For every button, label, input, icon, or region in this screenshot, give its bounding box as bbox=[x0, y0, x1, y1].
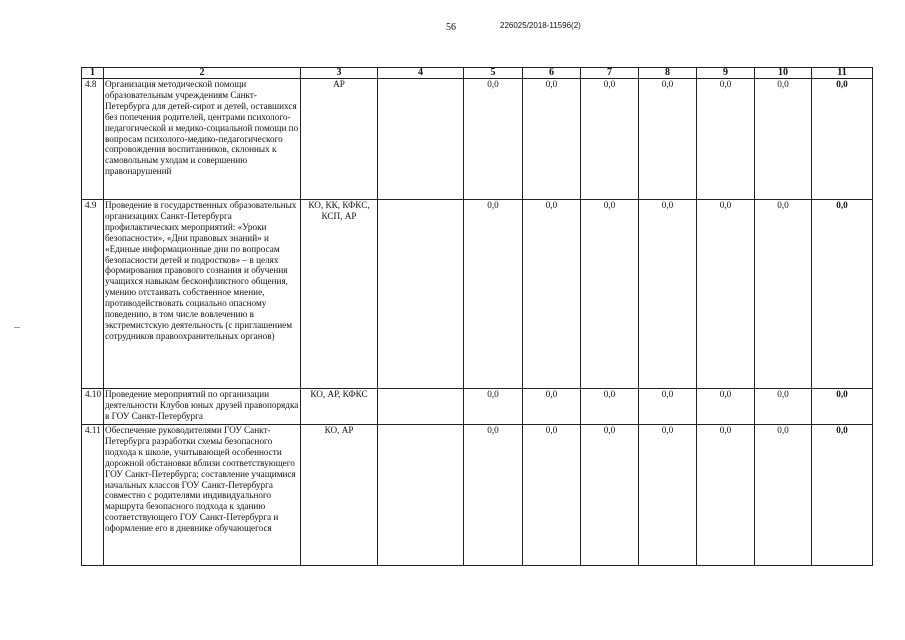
row-number: 4.9 bbox=[82, 200, 104, 389]
activity-text: Проведение в государственных образовательных организациях Санкт-Петербурга профилактических мероприятий: «Уроки безопасности», «Дни правовых знаний» и «Единые информационные дни по вопросам безопасности детей и подростков» – в целях формирования правового сознания и обучения учащихся навыкам бесконфликтного общения, умению отстаивать собственное мнение, противодействовать социально опасному поведению, в том числе вовлечению в экстремистскую деятельность (с приглашением сотрудников правоохранительных органов) bbox=[104, 200, 301, 389]
total-value-cell: 0,0 bbox=[812, 425, 873, 566]
value-cell: 0,0 bbox=[697, 200, 755, 389]
value-cell: 0,0 bbox=[523, 79, 581, 200]
column-header: 3 bbox=[301, 68, 378, 79]
table-row bbox=[82, 79, 873, 200]
value-cell: 0,0 bbox=[523, 425, 581, 566]
total-value-cell: 0,0 bbox=[812, 200, 873, 389]
column-header: 1 bbox=[82, 68, 104, 79]
activity-text: Организация методической помощи образовательным учреждениям Санкт-Петербурга для детей-сирот и детей, оставшихся без попечения родителей, центрами психолого-педагогической и медико-социальной помощи по вопросам психолого-медико-педагогического сопровождения воспитанников, склонных к самовольным уходам и совершению правонарушений bbox=[104, 79, 301, 200]
total-value-cell: 0,0 bbox=[812, 79, 873, 200]
scan-mark bbox=[14, 327, 20, 328]
value-cell: 0,0 bbox=[697, 389, 755, 425]
empty-cell bbox=[378, 389, 464, 425]
column-header: 9 bbox=[697, 68, 755, 79]
document-code: 226025/2018-11596(2) bbox=[500, 21, 581, 30]
empty-cell bbox=[378, 79, 464, 200]
value-cell: 0,0 bbox=[464, 389, 523, 425]
value-cell: 0,0 bbox=[639, 425, 697, 566]
table-row bbox=[82, 389, 873, 425]
value-cell: 0,0 bbox=[755, 200, 812, 389]
value-cell: 0,0 bbox=[639, 79, 697, 200]
empty-cell bbox=[378, 200, 464, 389]
column-header: 2 bbox=[104, 68, 301, 79]
executor-cell: КО, КК, КФКС, КСП, АР bbox=[301, 200, 378, 389]
value-cell: 0,0 bbox=[581, 389, 639, 425]
executor-cell: КО, АР, КФКС bbox=[301, 389, 378, 425]
activity-text: Обеспечение руководителями ГОУ Санкт-Петербурга разработки схемы безопасного подхода к школе, учитывающей особенности дорожной обстановки вблизи соответствующего ГОУ Санкт-Петербурга; составление учащимися начальных классов ГОУ Санкт-Петербурга совместно с родителями индивидуального маршрута безопасного подхода к зданию соответствующего ГОУ Санкт-Петербурга и оформление его в дневнике обучающегося bbox=[104, 425, 301, 566]
empty-cell bbox=[378, 425, 464, 566]
row-number: 4.10 bbox=[82, 389, 104, 425]
value-cell: 0,0 bbox=[581, 425, 639, 566]
page-number: 56 bbox=[446, 22, 456, 33]
value-cell: 0,0 bbox=[697, 79, 755, 200]
column-header: 6 bbox=[523, 68, 581, 79]
row-number: 4.8 bbox=[82, 79, 104, 200]
column-header: 4 bbox=[378, 68, 464, 79]
value-cell: 0,0 bbox=[464, 79, 523, 200]
column-header: 8 bbox=[639, 68, 697, 79]
value-cell: 0,0 bbox=[639, 389, 697, 425]
table-row bbox=[82, 200, 873, 389]
row-number: 4.11 bbox=[82, 425, 104, 566]
program-table bbox=[81, 67, 873, 566]
header-row bbox=[82, 68, 873, 79]
value-cell: 0,0 bbox=[581, 200, 639, 389]
value-cell: 0,0 bbox=[464, 425, 523, 566]
column-header: 10 bbox=[755, 68, 812, 79]
column-header: 11 bbox=[812, 68, 873, 79]
total-value-cell: 0,0 bbox=[812, 389, 873, 425]
value-cell: 0,0 bbox=[755, 389, 812, 425]
value-cell: 0,0 bbox=[523, 200, 581, 389]
value-cell: 0,0 bbox=[581, 79, 639, 200]
value-cell: 0,0 bbox=[755, 425, 812, 566]
value-cell: 0,0 bbox=[639, 200, 697, 389]
activity-text: Проведение мероприятий по организации деятельности Клубов юных друзей правопорядка в ГОУ Санкт-Петербурга bbox=[104, 389, 301, 425]
column-header: 5 bbox=[464, 68, 523, 79]
value-cell: 0,0 bbox=[697, 425, 755, 566]
executor-cell: КО, АР bbox=[301, 425, 378, 566]
column-header: 7 bbox=[581, 68, 639, 79]
value-cell: 0,0 bbox=[464, 200, 523, 389]
value-cell: 0,0 bbox=[523, 389, 581, 425]
table-row bbox=[82, 425, 873, 566]
executor-cell: АР bbox=[301, 79, 378, 200]
value-cell: 0,0 bbox=[755, 79, 812, 200]
